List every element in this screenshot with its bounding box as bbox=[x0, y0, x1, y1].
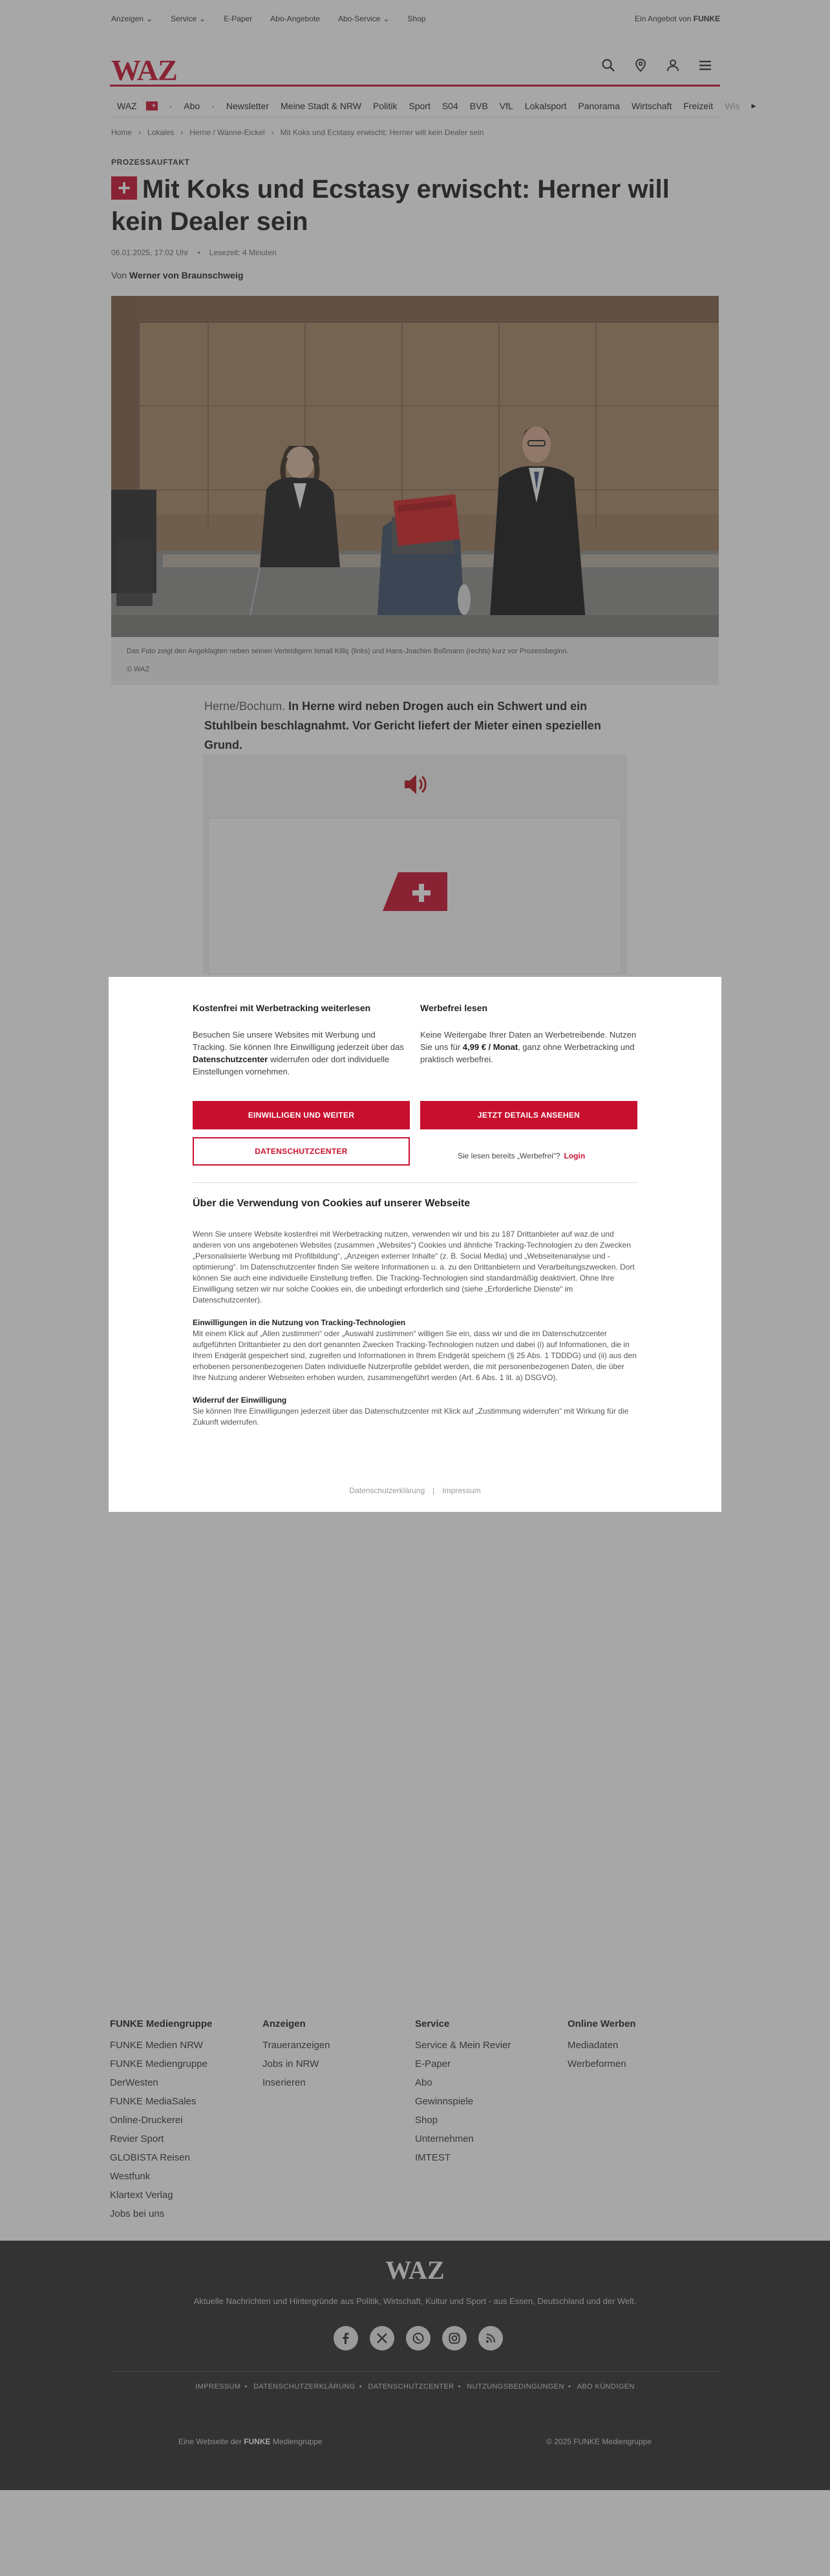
nav-item-abo[interactable]: Abo bbox=[184, 100, 200, 111]
footer-link[interactable]: Westfunk bbox=[110, 2171, 151, 2182]
reading-time: Lesezeit: 4 Minuten bbox=[209, 248, 277, 257]
meta-separator: • bbox=[197, 248, 200, 257]
copyright: © 2025 FUNKE Mediengruppe bbox=[546, 2437, 652, 2446]
footer-link[interactable]: Jobs bei uns bbox=[110, 2208, 165, 2219]
plus-badge: + bbox=[146, 101, 158, 110]
login-line bbox=[458, 1151, 585, 1160]
footer-link[interactable]: Shop bbox=[415, 2115, 438, 2126]
chevron-down-icon: ⌄ bbox=[199, 14, 206, 23]
waz-logo[interactable]: WAZ bbox=[111, 54, 177, 87]
legal-links: IMPRESSUM • DATENSCHUTZERKLÄRUNG • DATENSCHUTZCENTER • NUTZUNGSBEDINGUNGEN • ABO KÜNDIGEN bbox=[195, 2383, 635, 2391]
nav-item-lokalsport[interactable]: Lokalsport bbox=[524, 100, 567, 111]
privacy-center-link[interactable]: Datenschutzcenter bbox=[193, 1054, 268, 1064]
nav-item-meine-stadt[interactable]: Meine Stadt & NRW bbox=[281, 100, 362, 111]
article-date: 06.01.2025, 17:02 Uhr bbox=[111, 248, 189, 257]
breadcrumb-home[interactable]: Home bbox=[111, 128, 133, 137]
owner-brand: FUNKE bbox=[244, 2437, 271, 2446]
nav-item-wirtschaft[interactable]: Wirtschaft bbox=[631, 100, 672, 111]
cookie-subheading: Einwilligungen in die Nutzung von Tracking-Technologien bbox=[193, 1318, 406, 1327]
login-link[interactable]: Login bbox=[564, 1151, 586, 1160]
teaser-text: In Herne wird neben Drogen auch ein Schwert und ein Stuhlbein beschlagnahmt. Vor Gericht liefert der Mieter einen speziellen Grund. bbox=[204, 700, 601, 751]
cookie-paragraph: Sie können Ihre Einwilligungen jederzeit über das Datenschutzcenter mit Klick auf „Zustimmung widerrufen“ mit Wirkung für die Zukunft widerrufen. bbox=[193, 1407, 629, 1427]
imprint-link[interactable]: Impressum bbox=[442, 1486, 481, 1495]
owner-prefix: Eine Webseite der bbox=[178, 2437, 242, 2446]
consent-free-text-a: Besuchen Sie unsere Websites mit Werbung und Tracking. Sie können Ihre Einwilligung jederzeit über das bbox=[193, 1030, 404, 1052]
cookie-paragraph: Wenn Sie unsere Website kostenfrei mit Werbetracking nutzen, verwenden wir und bis zu 187 Drittanbieter auf waz.de und anderen von uns angebotenen Websites (zusammen „Websites“) Cookies und ähnliche Tracking-Technologien zu den Zwecken „Personalisierte Werbung mit Profilbildung“, „Anzeigen externer Inhalte“ (z. B. Social Media) und „Webseitenanalyse und -optimierung“. Im Datenschutzcenter finden Sie weitere Informationen u. a. zu den Drittanbietern und Verarbeitungszwecken. Dort können Sie auch eine individuelle Einstellung treffen. Die Tracking-Technologien sind standardmäßig deaktiviert. Ohne Ihre Einwilligung setzen wir nur solche Cookies ein, die unbedingt erforderlich sind (siehe „Erforderliche Dienste“ im Datenschutzcenter). bbox=[193, 1230, 635, 1304]
breadcrumb-separator: › bbox=[180, 128, 184, 137]
ad-free-text-a: Keine Weitergabe Ihrer Daten an Werbetreibende. Nutzen Sie uns für bbox=[420, 1030, 637, 1052]
utility-link-epaper[interactable]: E-Paper bbox=[224, 14, 253, 23]
owner-suffix: Mediengruppe bbox=[272, 2437, 323, 2446]
cookie-body bbox=[193, 1229, 637, 1440]
footer-link[interactable]: Service & Mein Revier bbox=[415, 2040, 511, 2051]
footer-separator: | bbox=[432, 1486, 435, 1495]
nav-separator: · bbox=[169, 100, 173, 111]
accept-button[interactable]: EINWILLIGEN UND WEITER bbox=[193, 1101, 410, 1129]
footer-link[interactable]: IMTEST bbox=[415, 2152, 451, 2163]
footer-link[interactable]: Werbeformen bbox=[568, 2058, 626, 2069]
footer-link[interactable]: Online-Druckerei bbox=[110, 2115, 183, 2126]
cookie-paragraph: Mit einem Klick auf „Allen zustimmen“ oder „Auswahl zustimmen“ willigen Sie ein, dass wir und die im Datenschutzcenter aufgeführten Drittanbieter zu den dort genannten Zwecken Tracking-Technologien nutzen und dabei (i) auf Informationen, die in Ihrem Endgerät gespeichert sind, zugreifen und Informationen in Ihrem Endgerät speichern (§ 25 Abs. 1 TDDDG) und (ii) aus den erhobenen personenbezogenen Daten individuelle Nutzerprofile gebildet werden, die mit personenbezogenen Daten, die über Ihre Nutzung anderer Webseiten erhoben wurden, zusammengeführt werden (Art. 6 Abs. 1 lit. a) DSGVO). bbox=[193, 1329, 637, 1382]
legal-link-datenschutzcenter[interactable]: DATENSCHUTZCENTER bbox=[368, 2383, 454, 2391]
consent-free-text bbox=[193, 1029, 410, 1078]
footer-tagline: Aktuelle Nachrichten und Hintergründe aus Politik, Wirtschaft, Kultur und Sport - aus Essen, Deutschland und der Welt. bbox=[193, 2296, 637, 2306]
legal-link-impressum[interactable]: IMPRESSUM bbox=[195, 2383, 241, 2391]
cookie-subheading: Widerruf der Einwilligung bbox=[193, 1396, 287, 1405]
utility-link-label: Anzeigen bbox=[111, 14, 144, 23]
login-question: Sie lesen bereits „Werbefrei“? bbox=[458, 1151, 560, 1160]
breadcrumb-separator: › bbox=[271, 128, 274, 137]
footer-link[interactable]: Gewinnspiele bbox=[415, 2096, 474, 2107]
footer-link[interactable]: DerWesten bbox=[110, 2077, 158, 2088]
consent-free-column bbox=[193, 1003, 410, 1078]
utility-link-shop[interactable]: Shop bbox=[407, 14, 426, 23]
nav-item-s04[interactable]: S04 bbox=[442, 100, 458, 111]
cookie-heading: Über die Verwendung von Cookies auf unserer Webseite bbox=[193, 1198, 471, 1209]
footer-col-heading: FUNKE Mediengruppe bbox=[110, 2018, 213, 2029]
image-credit: © WAZ bbox=[127, 665, 150, 673]
footer-link[interactable]: Revier Sport bbox=[110, 2133, 164, 2144]
footer-link[interactable]: Jobs in NRW bbox=[262, 2058, 319, 2069]
breadcrumb-herne[interactable]: Herne / Wanne-Eickel bbox=[189, 128, 265, 137]
nav-item-bvb[interactable]: BVB bbox=[469, 100, 488, 111]
image-caption: Das Foto zeigt den Angeklagten neben seinen Verteidigern Ismail Killiç (links) und Hans-Joachim Boßmann (rechts) kurz vor Prozessbeginn. bbox=[127, 647, 569, 655]
footer-link[interactable]: E-Paper bbox=[415, 2058, 451, 2069]
chevron-down-icon: ⌄ bbox=[146, 14, 153, 23]
author-prefix: Von bbox=[111, 270, 127, 280]
consent-modal bbox=[109, 977, 721, 1512]
ad-free-text-b: , ganz ohne Werbetracking und praktisch werbefrei. bbox=[420, 1042, 635, 1064]
nav-item-freizeit[interactable]: Freizeit bbox=[683, 100, 714, 111]
footer-link[interactable]: Abo bbox=[415, 2077, 432, 2088]
plus-icon: + bbox=[111, 176, 137, 200]
breadcrumb-current: Mit Koks und Ecstasy erwischt: Herner will kein Dealer sein bbox=[280, 128, 484, 137]
breadcrumb-lokales[interactable]: Lokales bbox=[147, 128, 175, 137]
utility-link-label: Abo-Service bbox=[337, 14, 381, 23]
footer-link[interactable]: FUNKE Medien NRW bbox=[110, 2040, 203, 2051]
nav-scroll-right-icon[interactable]: ▸ bbox=[751, 100, 756, 110]
privacy-policy-link[interactable]: Datenschutzerklärung bbox=[349, 1486, 425, 1495]
footer-col-heading: Service bbox=[415, 2018, 450, 2029]
nav-item-label: WAZ bbox=[117, 100, 137, 111]
ad-free-column bbox=[420, 1003, 637, 1065]
modal-footer-links bbox=[109, 1486, 721, 1495]
teaser-location: Herne/Bochum. bbox=[204, 700, 286, 713]
nav-item-newsletter[interactable]: Newsletter bbox=[226, 100, 269, 111]
ad-free-price: 4,99 € / Monat bbox=[462, 1042, 518, 1052]
funke-note-text: Ein Angebot von bbox=[634, 14, 692, 23]
chevron-down-icon: ⌄ bbox=[383, 14, 390, 23]
privacy-center-button[interactable]: DATENSCHUTZCENTER bbox=[193, 1137, 410, 1166]
footer-col-heading: Anzeigen bbox=[262, 2018, 306, 2029]
consent-free-text-b: widerrufen oder dort individuelle Einstellungen vornehmen. bbox=[193, 1054, 390, 1076]
footer-col-heading: Online Werben bbox=[568, 2018, 636, 2029]
details-button[interactable]: JETZT DETAILS ANSEHEN bbox=[420, 1101, 637, 1129]
nav-item-panorama[interactable]: Panorama bbox=[578, 100, 620, 111]
footer-link[interactable]: GLOBISTA Reisen bbox=[110, 2152, 190, 2163]
nav-item-vfl[interactable]: VfL bbox=[499, 100, 513, 111]
nav-separator: · bbox=[211, 100, 215, 111]
utility-link-abo-angebote[interactable]: Abo-Angebote bbox=[270, 14, 320, 23]
footer-link[interactable]: FUNKE MediaSales bbox=[110, 2096, 197, 2107]
consent-free-heading: Kostenfrei mit Werbetracking weiterlesen bbox=[193, 1003, 371, 1013]
modal-divider bbox=[193, 1182, 637, 1183]
ad-free-heading: Werbefrei lesen bbox=[420, 1003, 488, 1013]
legal-link-abo-kuendigen[interactable]: ABO KÜNDIGEN bbox=[577, 2383, 635, 2391]
legal-link-nutzungsbedingungen[interactable]: NUTZUNGSBEDINGUNGEN bbox=[467, 2383, 564, 2391]
author-name[interactable]: Werner von Braunschweig bbox=[129, 270, 244, 280]
legal-link-datenschutz[interactable]: DATENSCHUTZERKLÄRUNG bbox=[253, 2383, 356, 2391]
breadcrumb-separator: › bbox=[138, 128, 142, 137]
article-title-text: Mit Koks und Ecstasy erwischt: Herner will kein Dealer sein bbox=[111, 175, 670, 236]
nav-item-sport[interactable]: Sport bbox=[409, 100, 431, 111]
footer-link[interactable]: Klartext Verlag bbox=[110, 2190, 173, 2201]
nav-item-politik[interactable]: Politik bbox=[373, 100, 398, 111]
nav-item-wissen[interactable]: Wis bbox=[725, 100, 740, 111]
footer-link[interactable]: Mediadaten bbox=[568, 2040, 619, 2051]
funke-brand: FUNKE bbox=[693, 14, 720, 23]
footer-link[interactable]: Unternehmen bbox=[415, 2133, 474, 2144]
footer-logo[interactable]: WAZ bbox=[385, 2256, 445, 2285]
footer-link[interactable]: Inserieren bbox=[262, 2077, 306, 2088]
ad-free-text bbox=[420, 1029, 637, 1065]
article-kicker: PROZESSAUFTAKT bbox=[111, 158, 190, 167]
footer-link[interactable]: FUNKE Mediengruppe bbox=[110, 2058, 208, 2069]
utility-link-label: Service bbox=[171, 14, 197, 23]
footer-link[interactable]: Traueranzeigen bbox=[262, 2040, 330, 2051]
